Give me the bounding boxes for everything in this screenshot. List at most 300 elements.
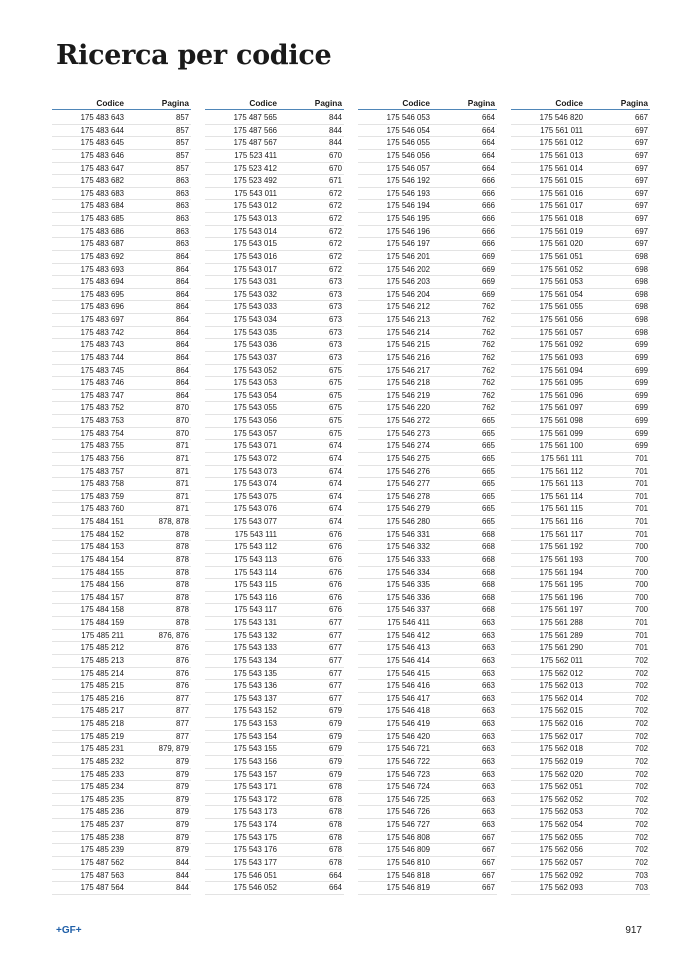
- table-row: [52, 377, 191, 390]
- page-cell: 877: [175, 706, 189, 716]
- table-row: [205, 554, 344, 567]
- table-row: [205, 731, 344, 744]
- table-row: [52, 175, 191, 188]
- code-cell: 175 543 157: [233, 769, 277, 779]
- code-cell: 175 483 752: [80, 403, 124, 413]
- table-row: [511, 175, 650, 188]
- table-row: [205, 857, 344, 870]
- page-cell: 700: [634, 580, 648, 590]
- table-row: [52, 882, 191, 895]
- page-cell: 864: [175, 264, 189, 274]
- code-cell: 175 561 019: [539, 226, 583, 236]
- table-row: [358, 516, 497, 529]
- page-cell: 663: [481, 756, 495, 766]
- code-cell: 175 546 420: [386, 731, 430, 741]
- page-cell: 878: [175, 554, 189, 564]
- code-cell: 175 561 195: [539, 580, 583, 590]
- table-row: [511, 352, 650, 365]
- code-cell: 175 562 014: [539, 693, 583, 703]
- table-row: [52, 857, 191, 870]
- page-cell: 666: [481, 214, 495, 223]
- page-cell: 676: [328, 529, 342, 539]
- code-cell: 175 483 646: [80, 150, 124, 160]
- table-row: [52, 781, 191, 794]
- table-row: [205, 365, 344, 378]
- page-cell: 667: [634, 113, 648, 122]
- table-row: [358, 188, 497, 201]
- code-cell: 175 483 696: [80, 302, 124, 312]
- code-cell: 175 543 134: [233, 655, 277, 665]
- table-row: [511, 806, 650, 819]
- index-column-2: [205, 94, 344, 895]
- page-cell: 679: [328, 731, 342, 741]
- code-cell: 175 485 236: [80, 807, 124, 817]
- code-cell: 175 561 056: [539, 315, 583, 324]
- code-cell: 175 546 722: [386, 756, 430, 766]
- code-cell: 175 543 153: [233, 719, 277, 728]
- page-cell: 665: [481, 428, 495, 438]
- code-cell: 175 562 020: [539, 769, 583, 779]
- page-cell: 697: [634, 176, 648, 186]
- table-row: [358, 352, 497, 365]
- code-cell: 175 546 721: [386, 744, 430, 754]
- page-cell: 857: [175, 125, 189, 135]
- code-cell: 175 543 073: [233, 466, 277, 476]
- code-cell: 175 562 056: [539, 845, 583, 855]
- page-cell: 663: [481, 769, 495, 779]
- page-cell: 701: [634, 529, 648, 539]
- page-cell: 674: [328, 504, 342, 514]
- page-cell: 677: [328, 681, 342, 691]
- table-row: [511, 137, 650, 150]
- code-cell: 175 483 747: [80, 390, 124, 400]
- table-row: [52, 630, 191, 643]
- table-row: [205, 844, 344, 857]
- code-cell: 175 561 011: [540, 125, 583, 135]
- table-row: [358, 680, 497, 693]
- page-cell: 701: [634, 618, 648, 627]
- page-cell: 672: [328, 251, 342, 261]
- page-cell: 864: [175, 390, 189, 400]
- table-row: [52, 756, 191, 769]
- code-cell: 175 523 411: [234, 150, 277, 160]
- code-cell: 175 546 419: [386, 719, 430, 728]
- code-cell: 175 483 754: [80, 428, 124, 438]
- column-header: [511, 94, 650, 110]
- page-cell: 698: [634, 277, 648, 287]
- table-row: [511, 238, 650, 251]
- code-cell: 175 561 193: [539, 554, 583, 564]
- table-row: [358, 112, 497, 125]
- page-cell: 879: [175, 807, 189, 817]
- page-cell: 673: [328, 327, 342, 337]
- table-row: [511, 314, 650, 327]
- code-cell: 175 487 564: [80, 883, 124, 893]
- code-cell: 175 546 333: [386, 554, 430, 564]
- code-cell: 175 543 014: [233, 226, 277, 236]
- table-row: [205, 402, 344, 415]
- code-cell: 175 546 413: [386, 643, 430, 653]
- table-row: [205, 264, 344, 277]
- code-cell: 175 546 417: [386, 693, 430, 703]
- code-cell: 175 543 054: [233, 390, 277, 400]
- code-cell: 175 543 032: [233, 289, 277, 299]
- page-cell: 878: [175, 567, 189, 577]
- code-cell: 175 546 276: [386, 466, 430, 476]
- page-cell: 879, 879: [158, 744, 189, 754]
- code-cell: 175 561 017: [539, 201, 583, 211]
- table-row: [511, 718, 650, 731]
- code-cell: 175 546 057: [386, 163, 430, 173]
- code-cell: 175 562 054: [539, 820, 583, 829]
- page-cell: 879: [175, 756, 189, 766]
- table-row: [52, 769, 191, 782]
- table-row: [205, 579, 344, 592]
- code-cell: 175 546 051: [233, 870, 277, 880]
- page-cell: 674: [328, 517, 342, 526]
- code-cell: 175 483 692: [80, 251, 124, 261]
- code-cell: 175 484 152: [80, 529, 124, 539]
- code-cell: 175 561 016: [539, 188, 583, 198]
- code-cell: 175 543 131: [233, 618, 277, 627]
- table-row: [52, 200, 191, 213]
- page-cell: 675: [328, 378, 342, 388]
- table-row: [358, 529, 497, 542]
- table-row: [511, 390, 650, 403]
- page-cell: 678: [328, 832, 342, 842]
- table-row: [205, 832, 344, 845]
- code-cell: 175 543 075: [233, 491, 277, 501]
- page-cell: 701: [634, 630, 648, 640]
- page-cell: 663: [481, 782, 495, 792]
- code-cell: 175 483 758: [80, 479, 124, 489]
- table-row: [52, 402, 191, 415]
- page-cell: 668: [481, 554, 495, 564]
- code-cell: 175 546 215: [386, 340, 430, 350]
- table-row: [205, 251, 344, 264]
- table-row: [52, 693, 191, 706]
- table-row: [358, 882, 497, 895]
- page-cell: 702: [634, 794, 648, 804]
- table-row: [205, 630, 344, 643]
- table-row: [511, 655, 650, 668]
- page-cell: 844: [175, 883, 189, 893]
- index-column-3: [358, 94, 497, 895]
- code-cell: 175 546 809: [386, 845, 430, 855]
- page-cell: 702: [634, 857, 648, 867]
- table-row: [52, 125, 191, 138]
- code-cell: 175 483 756: [80, 453, 124, 463]
- table-row: [52, 503, 191, 516]
- page-cell: 666: [481, 201, 495, 211]
- table-row: [358, 794, 497, 807]
- table-row: [52, 466, 191, 479]
- page-cell: 672: [328, 264, 342, 274]
- code-cell: 175 561 054: [539, 289, 583, 299]
- table-row: [511, 503, 650, 516]
- code-cell: 175 543 133: [233, 643, 277, 653]
- table-row: [358, 668, 497, 681]
- page-cell: 674: [328, 479, 342, 489]
- page-cell: 676: [328, 567, 342, 577]
- table-row: [358, 428, 497, 441]
- table-row: [205, 276, 344, 289]
- code-cell: 175 543 171: [233, 782, 277, 792]
- table-row: [358, 264, 497, 277]
- code-cell: 175 546 278: [386, 491, 430, 501]
- page-cell: 879: [175, 769, 189, 779]
- code-cell: 175 546 411: [387, 618, 430, 627]
- code-cell: 175 546 279: [386, 504, 430, 514]
- code-cell: 175 487 563: [80, 870, 124, 880]
- code-cell: 175 561 114: [540, 491, 583, 501]
- page-cell: 670: [328, 163, 342, 173]
- page-cell: 675: [328, 428, 342, 438]
- page-cell: 663: [481, 668, 495, 678]
- code-cell: 175 543 173: [233, 807, 277, 817]
- table-row: [511, 478, 650, 491]
- table-row: [511, 453, 650, 466]
- page-cell: 697: [634, 163, 648, 173]
- table-row: [511, 642, 650, 655]
- table-row: [511, 112, 650, 125]
- table-row: [205, 870, 344, 883]
- table-row: [358, 390, 497, 403]
- table-row: [511, 844, 650, 857]
- code-cell: 175 546 723: [386, 769, 430, 779]
- page-cell: 762: [481, 315, 495, 324]
- table-row: [205, 377, 344, 390]
- page-cell: 672: [328, 188, 342, 198]
- page-cell: 663: [481, 807, 495, 817]
- page-cell: 870: [175, 403, 189, 413]
- code-cell: 175 561 053: [539, 277, 583, 287]
- table-row: [205, 163, 344, 176]
- code-cell: 175 543 016: [233, 251, 277, 261]
- code-cell: 175 484 157: [80, 592, 124, 602]
- code-cell: 175 546 277: [386, 479, 430, 489]
- code-cell: 175 561 015: [539, 176, 583, 186]
- code-cell: 175 543 074: [233, 479, 277, 489]
- table-row: [358, 478, 497, 491]
- code-cell: 175 546 331: [386, 529, 430, 539]
- table-row: [358, 781, 497, 794]
- code-cell: 175 483 757: [80, 466, 124, 476]
- code-cell: 175 546 196: [386, 226, 430, 236]
- table-row: [511, 567, 650, 580]
- code-cell: 175 561 289: [539, 630, 583, 640]
- code-cell: 175 561 020: [539, 239, 583, 249]
- page-cell: 864: [175, 327, 189, 337]
- code-cell: 175 561 194: [539, 567, 583, 577]
- code-cell: 175 483 685: [80, 214, 124, 223]
- page-cell: 871: [175, 504, 189, 514]
- code-cell: 175 562 017: [539, 731, 583, 741]
- page-cell: 700: [634, 542, 648, 552]
- table-row: [511, 415, 650, 428]
- code-cell: 175 561 014: [539, 163, 583, 173]
- table-row: [511, 819, 650, 832]
- table-row: [205, 705, 344, 718]
- table-row: [358, 251, 497, 264]
- code-cell: 175 546 216: [386, 352, 430, 362]
- brand-logo: +GF+: [56, 925, 82, 936]
- code-cell: 175 562 018: [539, 744, 583, 754]
- page-cell: 697: [634, 188, 648, 198]
- table-row: [205, 529, 344, 542]
- table-row: [358, 125, 497, 138]
- page-cell: 877: [175, 719, 189, 728]
- table-row: [358, 857, 497, 870]
- table-row: [358, 200, 497, 213]
- page-cell: 675: [328, 403, 342, 413]
- page-cell: 864: [175, 302, 189, 312]
- table-row: [52, 731, 191, 744]
- code-cell: 175 483 695: [80, 289, 124, 299]
- page-cell: 762: [481, 327, 495, 337]
- code-cell: 175 561 096: [539, 390, 583, 400]
- table-row: [205, 137, 344, 150]
- code-cell: 175 543 036: [233, 340, 277, 350]
- page-cell: 697: [634, 150, 648, 160]
- page-cell: 663: [481, 655, 495, 665]
- page-cell: 699: [634, 416, 648, 425]
- page-cell: 675: [328, 365, 342, 375]
- code-cell: 175 485 234: [80, 782, 124, 792]
- code-cell: 175 546 204: [386, 289, 430, 299]
- table-row: [358, 554, 497, 567]
- table-row: [511, 491, 650, 504]
- page-cell: 697: [634, 214, 648, 223]
- page-cell: 863: [175, 176, 189, 186]
- table-row: [511, 226, 650, 239]
- header-page: Pagina: [467, 98, 495, 108]
- code-cell: 175 546 218: [386, 378, 430, 388]
- code-cell: 175 561 112: [540, 466, 583, 476]
- page-cell: 762: [481, 302, 495, 312]
- page-cell: 678: [328, 845, 342, 855]
- page-cell: 677: [328, 643, 342, 653]
- table-row: [52, 870, 191, 883]
- page-cell: 672: [328, 201, 342, 211]
- page-cell: 702: [634, 693, 648, 703]
- page-cell: 699: [634, 428, 648, 438]
- table-row: [52, 226, 191, 239]
- table-row: [358, 377, 497, 390]
- page-cell: 667: [481, 857, 495, 867]
- page-cell: 857: [175, 138, 189, 148]
- code-cell: 175 485 219: [80, 731, 124, 741]
- page-cell: 679: [328, 719, 342, 728]
- table-row: [358, 541, 497, 554]
- table-row: [511, 882, 650, 895]
- table-row: [52, 642, 191, 655]
- header-code: Codice: [96, 98, 124, 108]
- code-cell: 175 546 275: [386, 453, 430, 463]
- code-cell: 175 543 031: [233, 277, 277, 287]
- code-cell: 175 546 818: [386, 870, 430, 880]
- table-row: [52, 579, 191, 592]
- page-number: 917: [625, 925, 642, 936]
- page-cell: 669: [481, 277, 495, 287]
- table-row: [205, 478, 344, 491]
- table-row: [52, 301, 191, 314]
- table-row: [358, 642, 497, 655]
- page-cell: 674: [328, 466, 342, 476]
- page-cell: 697: [634, 125, 648, 135]
- code-cell: 175 485 217: [80, 706, 124, 716]
- table-row: [511, 466, 650, 479]
- code-cell: 175 483 645: [80, 138, 124, 148]
- page-cell: 697: [634, 239, 648, 249]
- page-cell: 878, 878: [158, 517, 189, 526]
- table-row: [358, 743, 497, 756]
- table-row: [205, 769, 344, 782]
- code-cell: 175 485 232: [80, 756, 124, 766]
- table-row: [205, 314, 344, 327]
- code-cell: 175 546 217: [386, 365, 430, 375]
- table-row: [358, 718, 497, 731]
- code-cell: 175 487 565: [233, 113, 277, 122]
- table-row: [205, 655, 344, 668]
- code-cell: 175 483 745: [80, 365, 124, 375]
- table-row: [511, 200, 650, 213]
- code-cell: 175 523 412: [233, 163, 277, 173]
- code-cell: 175 543 033: [233, 302, 277, 312]
- code-cell: 175 561 092: [539, 340, 583, 350]
- table-row: [511, 592, 650, 605]
- page-cell: 664: [328, 883, 342, 893]
- page-cell: 844: [175, 857, 189, 867]
- table-row: [358, 301, 497, 314]
- table-row: [358, 276, 497, 289]
- page-cell: 879: [175, 820, 189, 829]
- page-cell: 665: [481, 517, 495, 526]
- page-cell: 664: [328, 870, 342, 880]
- page-cell: 871: [175, 479, 189, 489]
- code-cell: 175 485 239: [80, 845, 124, 855]
- code-cell: 175 546 054: [386, 125, 430, 135]
- table-row: [52, 705, 191, 718]
- code-cell: 175 561 099: [539, 428, 583, 438]
- page-cell: 863: [175, 239, 189, 249]
- page-cell: 699: [634, 340, 648, 350]
- page-cell: 676: [328, 592, 342, 602]
- table-row: [358, 693, 497, 706]
- page-cell: 702: [634, 845, 648, 855]
- table-row: [358, 617, 497, 630]
- page-cell: 664: [481, 113, 495, 122]
- table-row: [205, 428, 344, 441]
- table-row: [205, 226, 344, 239]
- page-cell: 674: [328, 441, 342, 451]
- page-cell: 871: [175, 441, 189, 451]
- page-cell: 677: [328, 618, 342, 627]
- page-cell: 667: [481, 845, 495, 855]
- code-cell: 175 546 334: [386, 567, 430, 577]
- table-row: [511, 516, 650, 529]
- table-row: [511, 339, 650, 352]
- page-cell: 667: [481, 870, 495, 880]
- page-cell: 698: [634, 302, 648, 312]
- page-cell: 676: [328, 542, 342, 552]
- code-cell: 175 484 155: [80, 567, 124, 577]
- table-row: [358, 705, 497, 718]
- page-cell: 879: [175, 782, 189, 792]
- code-cell: 175 543 177: [233, 857, 277, 867]
- page-cell: 697: [634, 138, 648, 148]
- page-cell: 678: [328, 794, 342, 804]
